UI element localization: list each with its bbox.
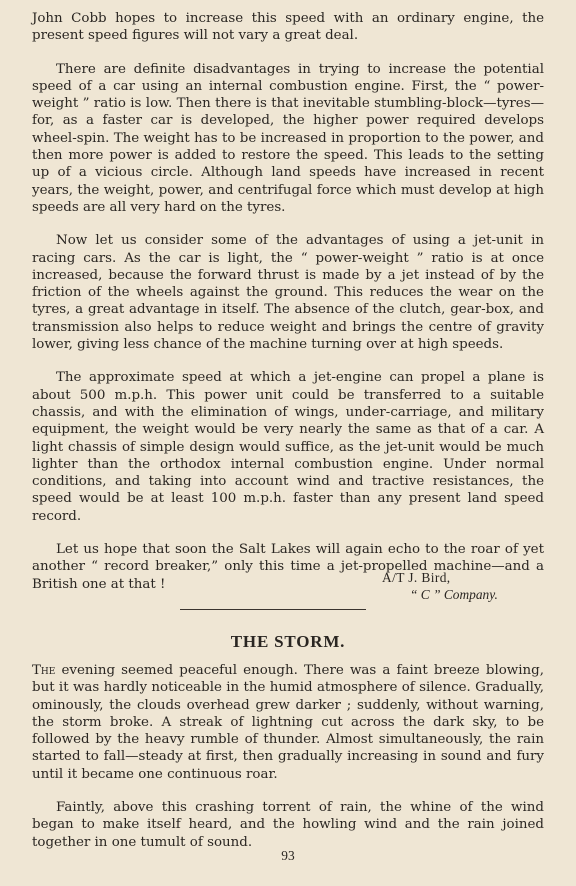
paragraph-salt-lakes: Let us hope that soon the Salt Lakes will again echo to the roar of yet another “ record breaker,” only this time a jet-propelled machine—and a British one at that ! (32, 542, 544, 592)
article-body (32, 10, 544, 593)
paragraph-disadvantages: There are definite disadvantages in trying to increase the potential speed of a car using an internal combustion engine. First, the “ power-weight ” ratio is low. Then there is that inevitable stumbling-block—tyres—for, as a faster car is developed, the higher power required develops wheel-spin. The weight has to be increased in proportion to the power, and then more power is added to restore the speed. This leads to the setting up of a vicious circle. Although land speeds have increased in recent years, the weight, power, and centrifugal force which must develop at high speeds are all very hard on the tyres. (32, 61, 544, 215)
paragraph-gap (32, 353, 544, 369)
storm-first-word: The (32, 663, 56, 678)
storm-title: THE STORM. (230, 632, 346, 651)
storm-article (32, 662, 544, 851)
storm-paragraph-2: Faintly, above this crashing torrent of rain, the whine of the wind began to make itself heard, and the howling wind and the rain joined together in one tumult of sound. (32, 800, 544, 850)
paragraph-gap (32, 783, 544, 799)
author-company: “ C ” Company. (410, 587, 498, 602)
storm-paragraph-1-text: evening seemed peaceful enough. There was a faint breeze blowing, but it was hardly noticeable in the humid atmosphere of silence. Gradually, ominously, the clouds overhead grew darker ; suddenly, without warning, the storm broke. A streak of lightning cut across the dark sky, to be followed by the heavy rumble of thunder. Almost simultaneously, the rain started to fall—steady at first, then gradually increasing in sound and fury until it became one continuous roar. (32, 663, 544, 782)
author-signature: A/T J. Bird, (382, 570, 451, 585)
page-number: 93 (281, 848, 295, 863)
paragraph-gap (32, 216, 544, 232)
paragraph-gap (32, 45, 544, 61)
paragraph-gap (32, 525, 544, 541)
section-divider (180, 609, 366, 610)
storm-paragraph-1 (32, 662, 544, 783)
paragraph-approximate-speed: The approximate speed at which a jet-engine can propel a plane is about 500 m.p.h. This power unit could be transferred to a suitable chassis, and with the elimination of wings, under-carriage, and military equipment, the weight would be very nearly the same as that of a car. A light chassis of simple design would suffice, as the jet-unit would be much lighter than the orthodox internal combustion engine. Under normal conditions, and taking into account wind and tractive resistances, the speed would be at least 100 m.p.h. faster than any present land speed record. (32, 370, 544, 524)
paragraph-cobb: John Cobb hopes to increase this speed with an ordinary engine, the present speed figures will not vary a great deal. (32, 11, 544, 44)
paragraph-advantages: Now let us consider some of the advantages of using a jet-unit in racing cars. As the car is light, the “ power-weight ” ratio is at once increased, because the forward thrust is made by a jet instead of by the friction of the wheels against the ground. This reduces the wear on the tyres, a great advantage in itself. The absence of the clutch, gear-box, and transmission also helps to reduce weight and brings the centre of gravity lower, giving less chance of the machine turning over at high speeds. (32, 233, 544, 353)
